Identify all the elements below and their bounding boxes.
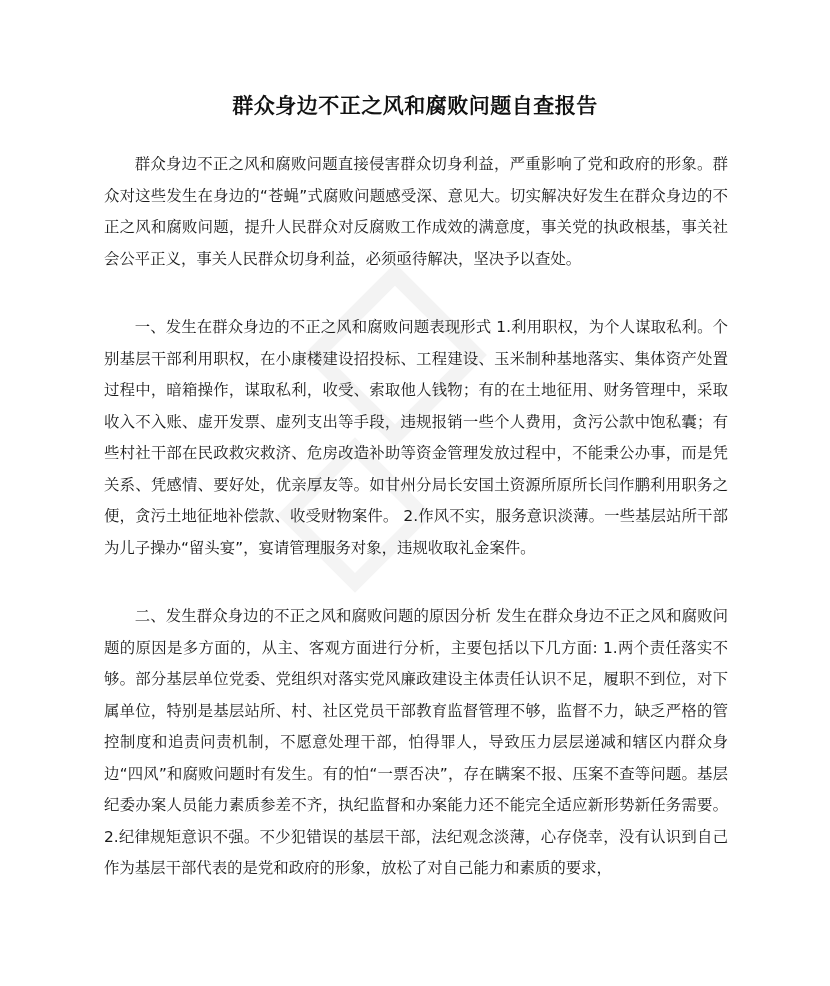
page-title: 群众身边不正之风和腐败问题自查报告: [232, 94, 598, 118]
paragraph-section-one: 一、发生在群众身边的不正之风和腐败问题表现形式 1.利用职权，为个人谋取私利。个别基层干部利用职权，在小康楼建设招投标、工程建设、玉米制种基地落实、集体资产处置过程中，暗箱操作，谋取私利，收受、索取他人钱物；有的在土地征用、财务管理中，采取收入不入账、虚开发票、虚列支出等手段，违规报销一些个人费用，贪污公款中饱私囊；有些村社干部在民政救灾救济、危房改造补助等资金管理发放过程中，不能秉公办事，而是凭关系、凭感情、要好处，优亲厚友等。如甘州分局长安国土资源所原所长闫作鹏利用职务之便，贪污土地征地补偿款、收受财物案件。 2.作风不实，服务意识淡薄。一些基层站所干部为儿子操办“留头宴”，宴请管理服务对象，违规收取礼金案件。: [104, 318, 728, 557]
paragraph-section-two: 二、发生群众身边的不正之风和腐败问题的原因分析 发生在群众身边不正之风和腐败问题的原因是多方面的，从主、客观方面进行分析，主要包括以下几方面: 1.两个责任落实不够。部分基层单位党委、党组织对落实党风廉政建设主体责任认识不足，履职不到位，对下属单位，特别是基层站所、村、社区党员干部教育监督管理不够，监督不力，缺乏严格的管控制度和追责问责机制，不愿意处理干部，怕得罪人，导致压力层层递减和辖区内群众身边“四风”和腐败问题时有发生。有的怕“一票否决”，存在瞒案不报、压案不查等问题。基层纪委办案人员能力素质参差不齐，执纪监督和办案能力还不能完全适应新形势新任务需要。 2.纪律规矩意识不强。不少犯错误的基层干部，法纪观念淡薄，心存侥幸，没有认识到自己作为基层干部代表的是党和政府的形象，放松了对自己能力和素质的要求，: [104, 607, 728, 877]
paragraph-intro: 群众身边不正之风和腐败问题直接侵害群众切身利益，严重影响了党和政府的形象。群众对这些发生在身边的“苍蝇”式腐败问题感受深、意见大。切实解决好发生在群众身边的不正之风和腐败问题，提升人民群众对反腐败工作成效的满意度，事关党的执政根基，事关社会公平正义，事关人民群众切身利益，必须亟待解决，坚决予以查处。: [104, 155, 728, 268]
